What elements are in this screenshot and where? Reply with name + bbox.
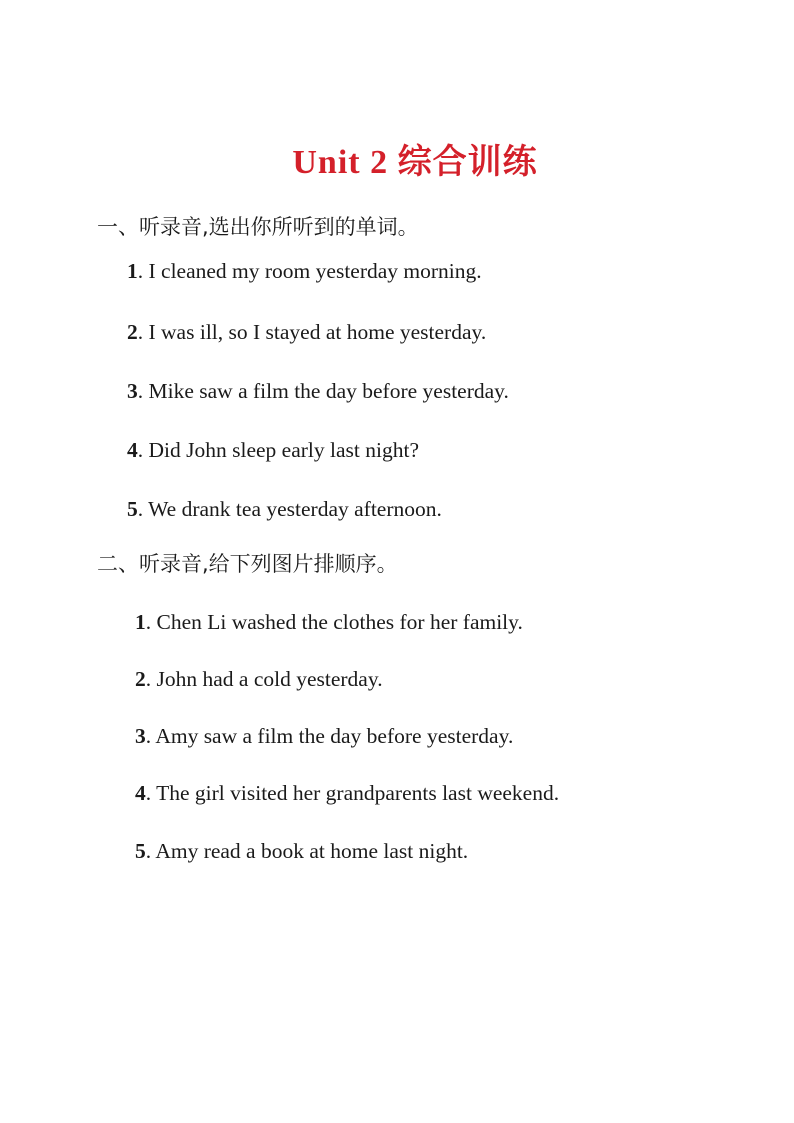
item-text: . Chen Li washed the clothes for her family. bbox=[145, 610, 523, 634]
list-item bbox=[135, 836, 468, 866]
item-number: 5 bbox=[135, 839, 146, 863]
list-item bbox=[135, 721, 513, 751]
item-number: 4 bbox=[127, 438, 138, 462]
list-item bbox=[127, 256, 482, 286]
list-item bbox=[135, 778, 559, 808]
item-text: . Did John sleep early last night? bbox=[137, 438, 419, 462]
page-title: Unit 2 综合训练 bbox=[292, 144, 538, 181]
item-text: . John had a cold yesterday. bbox=[145, 667, 383, 691]
item-text: . I was ill, so I stayed at home yesterday. bbox=[137, 320, 487, 344]
item-text: . Amy saw a film the day before yesterday. bbox=[145, 724, 514, 748]
item-text: . Mike saw a film the day before yesterday. bbox=[137, 379, 509, 403]
list-item bbox=[127, 494, 442, 524]
item-number: 5 bbox=[127, 497, 138, 521]
section-heading: 一、听录音,选出你所听到的单词。 bbox=[97, 215, 419, 239]
item-text: . The girl visited her grandparents last weekend. bbox=[145, 781, 560, 805]
item-text: . I cleaned my room yesterday morning. bbox=[137, 259, 482, 283]
item-number: 4 bbox=[135, 781, 146, 805]
item-text: . Amy read a book at home last night. bbox=[145, 839, 469, 863]
item-number: 1 bbox=[127, 259, 138, 283]
item-number: 1 bbox=[135, 610, 146, 634]
list-item bbox=[135, 607, 523, 637]
list-item bbox=[127, 317, 486, 347]
item-number: 2 bbox=[135, 667, 146, 691]
list-item bbox=[135, 664, 383, 694]
list-item bbox=[127, 435, 419, 465]
item-text: . We drank tea yesterday afternoon. bbox=[137, 497, 442, 521]
section-heading: 二、听录音,给下列图片排顺序。 bbox=[97, 552, 398, 576]
list-item bbox=[127, 376, 509, 406]
item-number: 2 bbox=[127, 320, 138, 344]
item-number: 3 bbox=[135, 724, 146, 748]
item-number: 3 bbox=[127, 379, 138, 403]
